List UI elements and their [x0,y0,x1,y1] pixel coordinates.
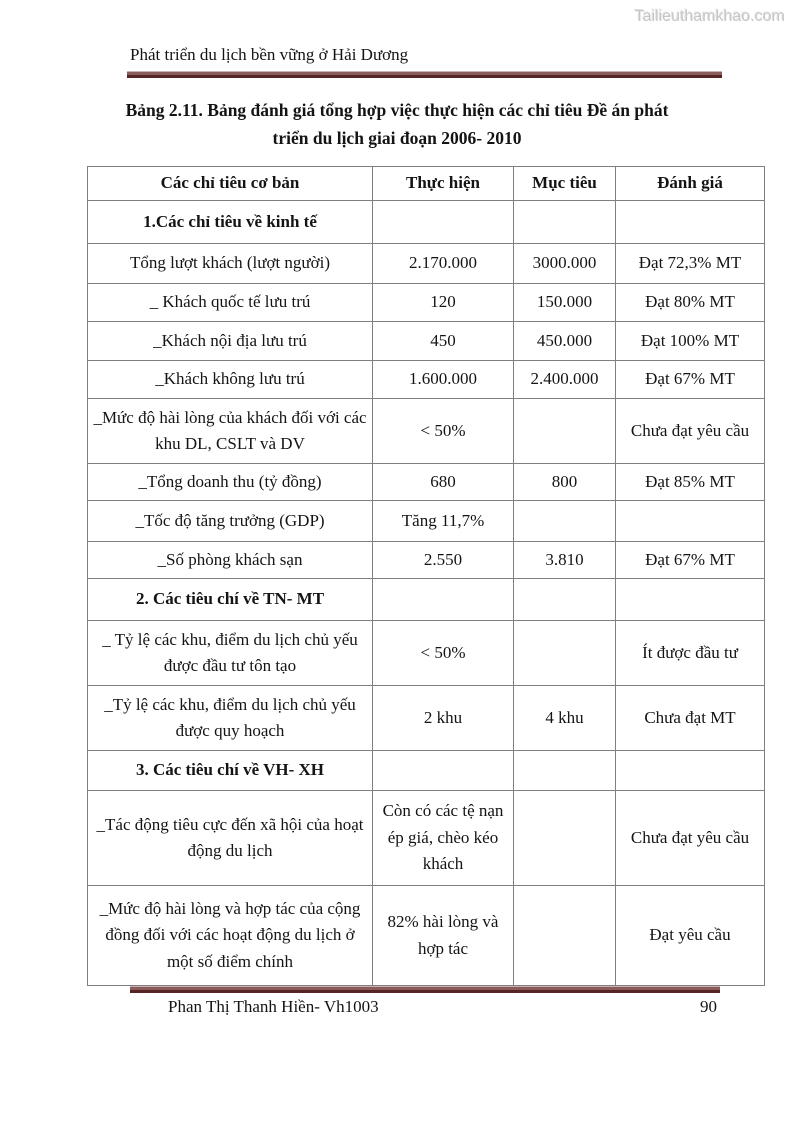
cell-target [514,751,616,791]
cell-label: 3. Các tiêu chí về VH- XH [88,751,373,791]
cell-label: 2. Các tiêu chí về TN- MT [88,579,373,621]
table-row [88,399,765,464]
cell-label: _Tỷ lệ các khu, điểm du lịch chủ yếu được quy hoạch [88,686,373,751]
cell-target [514,399,616,464]
cell-target [514,501,616,542]
running-header: Phát triển du lịch bền vững ở Hải Dương [130,45,409,64]
cell-target [514,201,616,244]
cell-actual: Còn có các tệ nạn ép giá, chèo kéo khách [373,791,514,886]
cell-assessment [616,501,765,542]
col-header-assessment: Đánh giá [616,167,765,201]
table-row [88,542,765,579]
cell-label: _Tác động tiêu cực đến xã hội của hoạt động du lịch [88,791,373,886]
cell-label: _ Khách quốc tế lưu trú [88,284,373,322]
cell-actual [373,201,514,244]
footer-rule [130,986,720,993]
cell-assessment: Đạt 72,3% MT [616,244,765,284]
table-row [88,791,765,886]
cell-target [514,886,616,986]
cell-actual: < 50% [373,399,514,464]
cell-assessment: Chưa đạt yêu cầu [616,399,765,464]
cell-assessment: Đạt yêu cầu [616,886,765,986]
cell-actual: 2.550 [373,542,514,579]
table-row [88,464,765,501]
cell-label: _Mức độ hài lòng của khách đối với các khu DL, CSLT và DV [88,399,373,464]
table-title-line1: Bảng 2.11. Bảng đánh giá tổng hợp việc thực hiện các chỉ tiêu Đề án phát [125,100,669,120]
cell-assessment: Chưa đạt yêu cầu [616,791,765,886]
cell-assessment: Đạt 85% MT [616,464,765,501]
page-number: 90 [700,997,717,1016]
table-row [88,284,765,322]
table-row [88,244,765,284]
cell-label: _Khách không lưu trú [88,361,373,399]
cell-label: _Khách nội địa lưu trú [88,322,373,361]
table-row [88,501,765,542]
cell-target: 800 [514,464,616,501]
summary-table [87,166,765,986]
cell-actual: 450 [373,322,514,361]
cell-target: 150.000 [514,284,616,322]
table-row [88,361,765,399]
table-row [88,621,765,686]
table-row-section-3 [88,751,765,791]
table-title-line2: triển du lịch giai đoạn 2006- 2010 [272,128,522,148]
cell-label: Tổng lượt khách (lượt người) [88,244,373,284]
watermark-text: Tailieuthamkhao.com [634,8,785,25]
cell-assessment: Đạt 67% MT [616,361,765,399]
table-row [88,322,765,361]
table-row [88,886,765,986]
cell-actual [373,751,514,791]
cell-label: _Mức độ hài lòng và hợp tác của cộng đồng đối với các hoạt động du lịch ở một số điểm chính [88,886,373,986]
table-row [88,686,765,751]
cell-assessment [616,751,765,791]
cell-target [514,579,616,621]
cell-target: 2.400.000 [514,361,616,399]
table-row-section-1 [88,201,765,244]
cell-assessment: Ít được đầu tư [616,621,765,686]
cell-actual: Tăng 11,7% [373,501,514,542]
cell-actual: 680 [373,464,514,501]
cell-label: 1.Các chỉ tiêu về kinh tế [88,201,373,244]
cell-target: 3000.000 [514,244,616,284]
cell-target [514,791,616,886]
col-header-actual: Thực hiện [373,167,514,201]
col-header-target: Mục tiêu [514,167,616,201]
summary-table-container [87,166,765,986]
cell-target: 450.000 [514,322,616,361]
cell-target [514,621,616,686]
cell-assessment: Đạt 100% MT [616,322,765,361]
table-title [0,96,794,152]
table-row-section-2 [88,579,765,621]
cell-actual: 2 khu [373,686,514,751]
cell-actual [373,579,514,621]
cell-assessment: Đạt 80% MT [616,284,765,322]
cell-actual: 82% hài lòng và hợp tác [373,886,514,986]
col-header-criteria: Các chỉ tiêu cơ bản [88,167,373,201]
cell-label: _Số phòng khách sạn [88,542,373,579]
cell-assessment: Chưa đạt MT [616,686,765,751]
cell-actual: 120 [373,284,514,322]
cell-label: _ Tỷ lệ các khu, điểm du lịch chủ yếu được đầu tư tôn tạo [88,621,373,686]
cell-target: 3.810 [514,542,616,579]
cell-assessment [616,579,765,621]
cell-actual: 2.170.000 [373,244,514,284]
cell-actual: < 50% [373,621,514,686]
cell-assessment [616,201,765,244]
cell-target: 4 khu [514,686,616,751]
table-header-row [88,167,765,201]
cell-label: _Tổng doanh thu (tỷ đồng) [88,464,373,501]
cell-actual: 1.600.000 [373,361,514,399]
header-rule [127,71,722,78]
cell-assessment: Đạt 67% MT [616,542,765,579]
footer-author: Phan Thị Thanh Hiền- Vh1003 [168,997,379,1016]
cell-label: _Tốc độ tăng trưởng (GDP) [88,501,373,542]
